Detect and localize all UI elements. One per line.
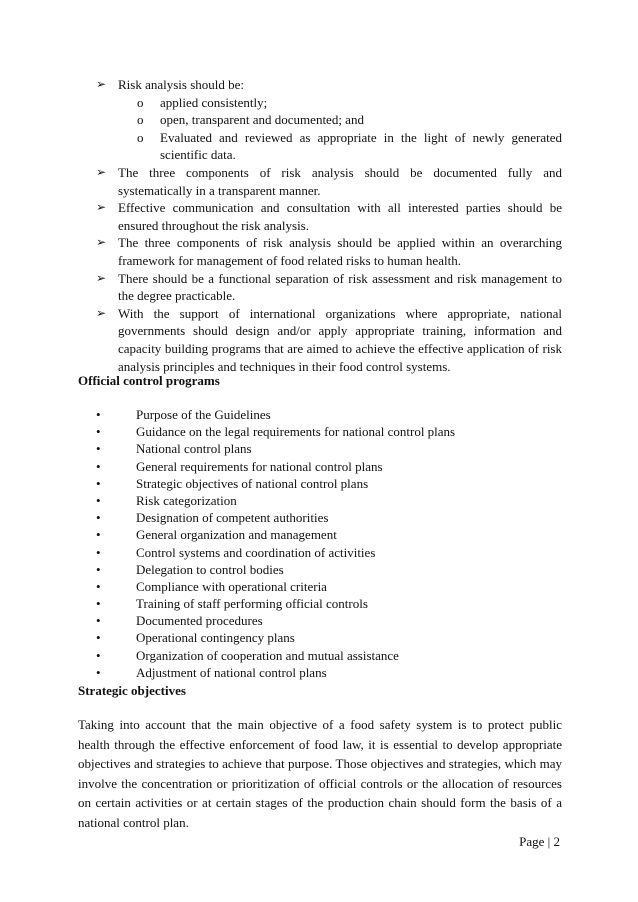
list-item-text: Adjustment of national control plans [136,664,327,680]
item-text: There should be a functional separation of risk assessment and risk management to the degree practicable. [118,270,562,304]
item-text: With the support of international organizations where appropriate, national governments should design and/or apply appropriate training, information and capacity building programs that are aimed to achieve the effective application of risk analysis principles and techniques in their food control systems. [118,305,562,374]
bullet-icon: • [96,578,101,594]
sub-item-text: applied consistently; [160,94,268,110]
item-text: The three components of risk analysis should be applied within an overarching framework for management of food related risks to human health. [118,235,562,268]
list-item-text: Strategic objectives of national control plans [136,475,369,491]
list-item-text: Training of staff performing official controls [136,596,368,612]
risk-analysis-item [96,270,562,305]
risk-analysis-item [96,199,562,234]
risk-analysis-item [96,76,562,164]
strategic-objectives-heading: Strategic objectives [78,683,186,698]
list-item [96,458,516,475]
bullet-icon: • [96,613,101,629]
list-item [96,526,516,543]
bullet-icon: • [96,458,101,474]
list-item [96,595,516,612]
sub-list-item [118,111,562,129]
list-item-text: Delegation to control bodies [136,561,284,577]
list-item [96,423,516,440]
circle-bullet-icon: o [137,94,144,110]
sub-item-text: Evaluated and reviewed as appropriate in the light of newly generated scientific data. [160,129,562,163]
bullet-icon: • [96,630,101,646]
sub-list-item [118,129,562,164]
official-control-list [96,406,516,681]
list-item [96,475,516,492]
list-item-text: General organization and management [136,527,337,543]
bullet-icon: • [96,544,101,560]
list-item [96,612,516,629]
list-item-text: Purpose of the Guidelines [136,407,271,422]
circle-bullet-icon: o [137,129,144,145]
arrow-bullet-icon: ➢ [96,164,107,179]
arrow-bullet-icon: ➢ [96,270,107,285]
sub-item-text: open, transparent and documented; and [160,112,364,128]
arrow-bullet-icon: ➢ [96,235,107,250]
bullet-icon: • [96,527,101,543]
list-item-text: Compliance with operational criteria [136,578,327,594]
list-item-text: Guidance on the legal requirements for national control plans [136,424,456,440]
risk-analysis-intro: Risk analysis should be: [118,77,245,92]
risk-analysis-item [96,234,562,269]
bullet-icon: • [96,510,101,526]
list-item [96,406,516,423]
sub-list-item [118,94,562,112]
bullet-icon: • [96,596,101,612]
bullet-icon: • [96,647,101,663]
risk-analysis-item [96,164,562,199]
list-item-text: National control plans [136,441,252,457]
circle-bullet-icon: o [137,112,144,128]
bullet-icon: • [96,424,101,440]
list-item-text: General requirements for national control plans [136,458,383,474]
arrow-bullet-icon: ➢ [96,200,107,215]
bullet-icon: • [96,441,101,457]
bullet-icon: • [96,561,101,577]
risk-analysis-item [96,305,562,375]
list-item [96,647,516,664]
arrow-bullet-icon: ➢ [96,77,107,91]
bullet-icon: • [96,492,101,508]
bullet-icon: • [96,664,101,680]
bullet-icon: • [96,475,101,491]
list-item [96,629,516,646]
list-item [96,578,516,595]
list-item [96,492,516,509]
official-control-heading: Official control programs [78,373,220,388]
risk-analysis-sublist [118,94,562,164]
list-item [96,664,516,681]
item-text: Effective communication and consultation with all interested parties should be ensured throughout the risk analysis. [118,200,562,233]
item-text: The three components of risk analysis should be documented fully and systematically in a transparent manner. [118,164,562,198]
list-item-text: Organization of cooperation and mutual assistance [136,647,399,663]
list-item-text: Risk categorization [136,492,237,508]
page-number: Page | 2 [519,834,560,849]
list-item [96,440,516,457]
list-item-text: Operational contingency plans [136,630,295,646]
bullet-icon: • [96,407,101,422]
list-item [96,561,516,578]
list-item-text: Control systems and coordination of activities [136,544,376,560]
list-item [96,544,516,561]
strategic-objectives-paragraph: Taking into account that the main objective of a food safety system is to protect public health through the effective enforcement of food law, it is essential to develop appropriate objectives and strategies to achieve that purpose. Those objectives and strategies, which may involve the concentration or prioritization of official controls or the allocation of resources on certain activities or at certain stages of the production chain should form the basis of a national control plan. [78,717,562,830]
list-item [96,509,516,526]
list-item-text: Designation of competent authorities [136,510,329,526]
arrow-bullet-icon: ➢ [96,305,107,320]
list-item-text: Documented procedures [136,613,263,629]
risk-analysis-list [96,76,562,375]
